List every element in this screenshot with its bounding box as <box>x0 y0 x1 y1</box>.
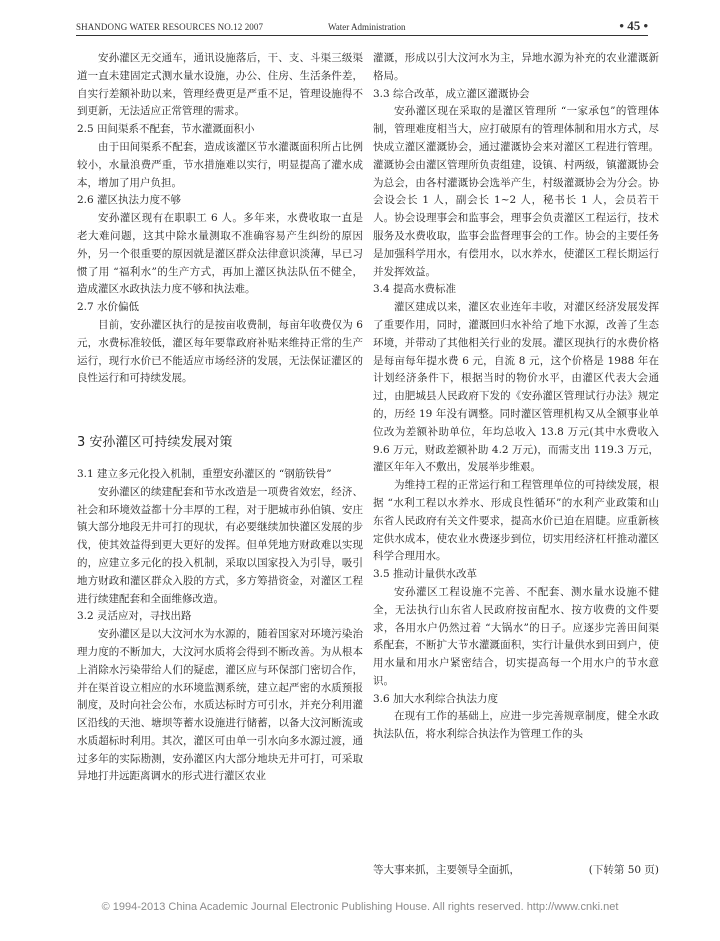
page-number: • 45 • <box>619 18 648 33</box>
paragraph: 安孙灌区是以大汶河水为水源的，随着国家对环境污染治理力度的不断加大，大汶河水质将会得到不断改善。为从根本上消除水污染带给人们的疑虑，灌区应与环保部门密切合作，并在渠首设立相应的水环境监测系统，建立起严密的水质预报制度，及时向社会公布，水质达标时方可引水，并充分利用灌区沿线的天池、塘坝等蓄水设施进行储蓄，以备大汶河断流或水质超标时利用。其次，灌区可由单一引水向多水源过渡，通过多年的实际勘测，安孙灌区内大部分地块无井可打，可采取异地打井远距离调水的形式进行灌区农业 <box>77 628 363 783</box>
header-rule <box>76 35 648 36</box>
right-column <box>373 50 659 744</box>
paragraph: 由于田间渠系不配套，造成该灌区节水灌溉面积所占比例较小，水量浪费严重，节水措施难以实行，明显提高了灌水成本，增加了用户负担。 <box>77 140 363 189</box>
paragraph: 安孙灌区无交通车，通讯设施落后，干、支、斗渠三级渠道一直未建固定式测水量水设施，办公、住房、生活条件差，自实行差额补助以来，管理经费更是严重不足，管理设施得不到更新，无法适应正常管理的需求。 <box>77 52 363 118</box>
paragraph: 灌溉，形成以引大汶河水为主，异地水源为补充的农业灌溉新格局。 <box>373 52 659 82</box>
subsection-heading-3-4: 3.4 提高水费标准 <box>373 283 457 296</box>
subsection-heading-2-6: 2.6 灌区执法力度不够 <box>77 194 182 207</box>
paragraph: 目前，安孙灌区执行的是按亩收费制，每亩年收费仅为 6 元，水费标准较低，灌区每年要靠政府补贴来维持正常的生产运行，现行水价已不能适应市场经济的发展，无法保证灌区的良性运行和可持续发展。 <box>77 318 363 385</box>
paragraph: 安孙灌区的续建配套和节水改造是一项费省效宏，经济、社会和环境效益都十分丰厚的工程，对于肥城市孙伯镇、安庄镇大部分地段无井可打的现状，有必要继续加快灌区发展的步伐，使其效益得到更大更好的发挥。但单凭地方财政难以实现的，应建立多元化的投入机制，采取以国家投入为引导，吸引地方财政和灌区群众入股的方式，多方筹措资金，对灌区工程进行续建配套和全面维修改造。 <box>77 485 363 605</box>
page-continuation-note: (下转第 50 页) <box>588 864 659 876</box>
running-header <box>76 16 648 36</box>
paragraph: 安孙灌区工程设施不完善、不配套、测水量水设施不健全，无法执行山东省人民政府按亩配水、按方收费的文件要求，各用水户仍然过着 “大锅水”的日子。应逐步完善田间渠系配套，不断扩大节水灌溉面积，实行计量供水到田到户，使用水量和用水户紧密结合，切实提高每一个用水户的节水意识。 <box>373 585 659 687</box>
continuation-text: 等大事来抓，主要领导全面抓， <box>373 864 520 876</box>
section-name: Water Administration <box>328 22 406 32</box>
subsection-heading-2-5: 2.5 田间渠系不配套，节水灌溉面积小 <box>77 123 255 136</box>
paragraph: 为维持工程的正常运行和工程管理单位的可持续发展，根据 “水利工程以水养水、形成良性循环”的水利产业政策和山东省人民政府有关文件要求，提高水价已迫在眉睫。应重新核定供水成本，使农业水费逐步到位，切实用经济杠杆推动灌区科学合理用水。 <box>373 479 659 563</box>
journal-name: SHANDONG WATER RESOURCES NO.12 2007 <box>76 22 264 32</box>
paragraph: 安孙灌区现有在职职工 6 人。多年来，水费收取一直是老大难问题，这其中除水量测取不准确容易产生纠纷的原因外，另一个很重要的原因就是灌区群众法律意识淡薄，早已习惯了用 “福利水”的生产方式，再加上灌区执法队伍不健全，造成灌区水政执法力度不够和执法难。 <box>77 212 363 296</box>
subsection-heading-3-5: 3.5 推动计量供水改革 <box>373 568 478 581</box>
paragraph: 安孙灌区现在采取的是灌区管理所 “一家承包”的管理体制，管理难度相当大，应打破原有的管理体制和用水方式，尽快成立灌区灌溉协会，通过灌溉协会来对灌区工程进行管理。灌溉协会由灌区管理所负责组建，设镇、村两级，镇灌溉协会为总会，由各村灌溉协会选举产生，村级灌溉协会为分会。协会设会长 1 人，副会长 1~2 人，秘书长 1 人，会员若干人。协会设理事会和监事会，理事会负责灌区工程运行，技术服务及水费收取，监事会监督理事会的工作。协会的主要任务是加强科学用水，有偿用水，以水养水，使灌区工程长期运行并发挥效益。 <box>373 105 659 278</box>
section-heading-3: 3 安孙灌区可持续发展对策 <box>77 435 233 451</box>
subsection-heading-3-2: 3.2 灵活应对，寻找出路 <box>77 610 192 623</box>
subsection-heading-2-7: 2.7 水价偏低 <box>77 301 140 314</box>
subsection-heading-3-6: 3.6 加大水利综合执法力度 <box>373 692 499 705</box>
paragraph: 在现有工作的基础上，应进一步完善规章制度，健全水政执法队伍，将水利综合执法作为管理工作的头 <box>373 710 659 741</box>
paragraph: 灌区建成以来，灌区农业连年丰收，对灌区经济发展发挥了重要作用，同时，灌溉回归水补给了地下水源，改善了生态环境，并带动了其他相关行业的发展。灌区现执行的水费价格是每亩每年提水费 6 元，自流 8 元，这个价格是 1988 年在计划经济条件下，根据当时的物价水平，由灌区代表大会通过，由肥城县人民政府下发的《安孙灌区管理试行办法》规定的，历经 19 年没有调整。同时灌区管理机构又从全额事业单位改为差额补助单位，年均总收入 13.8 万元(其中水费收入 9.6 万元，财政差额补助 4.2 万元)，而需支出 119.3 万元，灌区年年入不敷出，发展举步维艰。 <box>373 301 659 474</box>
copyright-footer: © 1994-2013 China Academic Journal Electronic Publishing House. All rights reserved. http://www.cnki.net <box>101 901 619 913</box>
subsection-heading-3-1: 3.1 建立多元化投入机制，重塑安孙灌区的 “钢筋铁骨” <box>77 467 332 480</box>
subsection-heading-3-3: 3.3 综合改革，成立灌区灌溉协会 <box>373 87 530 100</box>
left-column <box>77 50 363 786</box>
